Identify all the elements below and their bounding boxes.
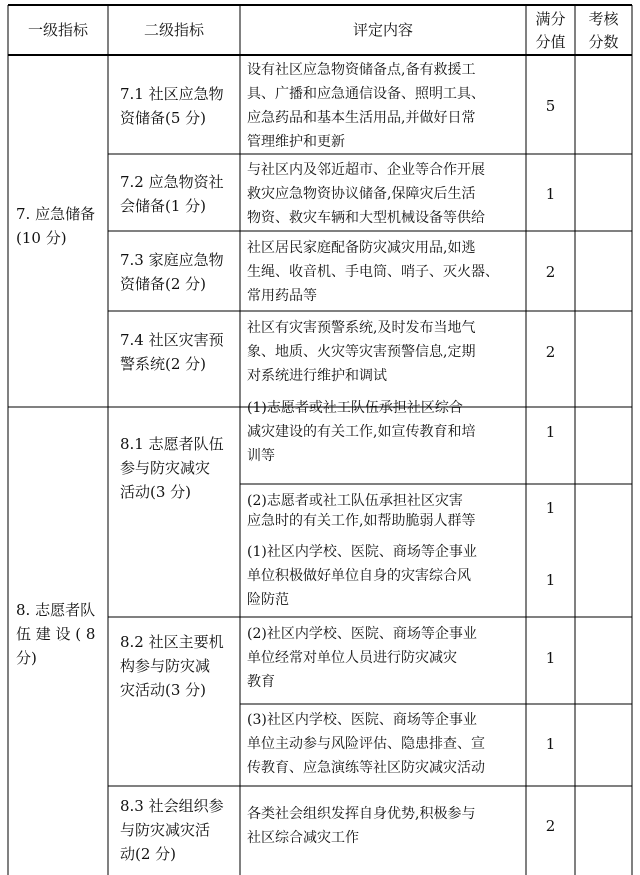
sub-label-line: 8.2 社区主要机 <box>120 633 224 651</box>
sub-label-line: 与防灾减灾活 <box>120 821 211 839</box>
content-line: 社区居民家庭配备防灾减灾用品,如逃 <box>247 240 476 256</box>
content-line: 象、地质、火灾等灾害预警信息,定期 <box>247 344 476 360</box>
header-full-score-line1: 满分 <box>535 10 566 28</box>
content-line: 管理维护和更新 <box>247 134 345 150</box>
header-level1: 一级指标 <box>27 21 88 39</box>
content-line: 常用药品等 <box>247 288 317 304</box>
score-cell: 1 <box>545 423 556 441</box>
content-line: 单位主动参与风险评估、隐患排查、宣 <box>247 736 485 752</box>
content-line: (2)社区内学校、医院、商场等企事业 <box>247 626 477 642</box>
sub-label-line: 7.1 社区应急物 <box>120 85 224 103</box>
sub-label-line: 活动(3 分) <box>120 483 192 501</box>
score-cell: 2 <box>545 343 556 361</box>
content-line: (1)社区内学校、医院、商场等企事业 <box>247 544 477 560</box>
content-line: 减灾建设的有关工作,如宣传教育和培 <box>247 424 476 440</box>
group-label-line: 7. 应急储备 <box>16 205 96 223</box>
content-line: 应急时的有关工作,如帮助脆弱人群等 <box>247 513 476 529</box>
header-level2: 二级指标 <box>143 21 204 39</box>
header-review-score-line2: 分数 <box>588 33 619 51</box>
score-cell: 1 <box>545 571 556 589</box>
group-label-line: 伍 建 设 ( 8 <box>16 625 96 643</box>
sub-label-line: 资储备(2 分) <box>120 275 207 293</box>
score-cell: 2 <box>545 817 556 835</box>
content-line: 物资、救灾车辆和大型机械设备等供给 <box>247 210 485 226</box>
sub-label-line: 参与防灾减灾 <box>120 459 211 477</box>
content-line: 设有社区应急物资储备点,备有救援工 <box>247 62 476 78</box>
content-line: 险防范 <box>247 592 289 608</box>
group-label-line: 分) <box>16 649 37 667</box>
sub-label-line: 8.3 社会组织参 <box>120 797 224 815</box>
content-line: (2)志愿者或社工队伍承担社区灾害 <box>247 493 463 509</box>
content-line: 与社区内及邻近超市、企业等合作开展 <box>247 162 485 178</box>
content-line: 应急药品和基本生活用品,并做好日常 <box>247 110 476 126</box>
sub-label-line: 警系统(2 分) <box>120 355 207 373</box>
content-line: 对系统进行维护和调试 <box>247 368 387 384</box>
content-line: 社区综合减灾工作 <box>247 830 359 846</box>
score-cell: 1 <box>545 735 556 753</box>
content-line: 单位经常对单位人员进行防灾减灾 <box>247 650 457 666</box>
sub-label-line: 会储备(1 分) <box>120 197 207 215</box>
sub-label-line: 7.2 应急物资社 <box>120 173 224 191</box>
content-line: 生绳、收音机、手电筒、哨子、灭火器、 <box>247 264 499 280</box>
score-cell: 1 <box>545 185 556 203</box>
score-cell: 5 <box>545 97 556 115</box>
content-line: 社区有灾害预警系统,及时发布当地气 <box>247 320 476 336</box>
header-content: 评定内容 <box>352 21 413 39</box>
score-cell: 1 <box>545 499 556 517</box>
group-label-line: (10 分) <box>16 229 67 247</box>
content-line: 教育 <box>247 674 275 690</box>
sub-label-line: 动(2 分) <box>120 845 177 863</box>
group-label-line: 8. 志愿者队 <box>16 601 96 619</box>
content-line: 各类社会组织发挥自身优势,积极参与 <box>247 806 476 822</box>
sub-label-line: 7.3 家庭应急物 <box>120 251 224 269</box>
sub-label-line: 7.4 社区灾害预 <box>120 331 224 349</box>
header-full-score-line2: 分值 <box>535 33 566 51</box>
score-cell: 2 <box>545 263 556 281</box>
content-line: 单位积极做好单位自身的灾害综合风 <box>247 568 471 584</box>
content-line: 救灾应急物资协议储备,保障灾后生活 <box>247 186 476 202</box>
content-line: 传教育、应急演练等社区防灾减灾活动 <box>247 760 485 776</box>
sub-label-line: 灾活动(3 分) <box>120 681 207 699</box>
content-line: (1)志愿者或社工队伍承担社区综合 <box>247 400 463 416</box>
content-line: 具、广播和应急通信设备、照明工具、 <box>247 86 485 102</box>
content-line: (3)社区内学校、医院、商场等企事业 <box>247 712 477 728</box>
sub-label-line: 构参与防灾减 <box>120 657 211 675</box>
content-line: 训等 <box>247 448 275 464</box>
header-review-score-line1: 考核 <box>588 10 619 28</box>
sub-label-line: 8.1 志愿者队伍 <box>120 435 224 453</box>
score-cell: 1 <box>545 649 556 667</box>
sub-label-line: 资储备(5 分) <box>120 109 207 127</box>
